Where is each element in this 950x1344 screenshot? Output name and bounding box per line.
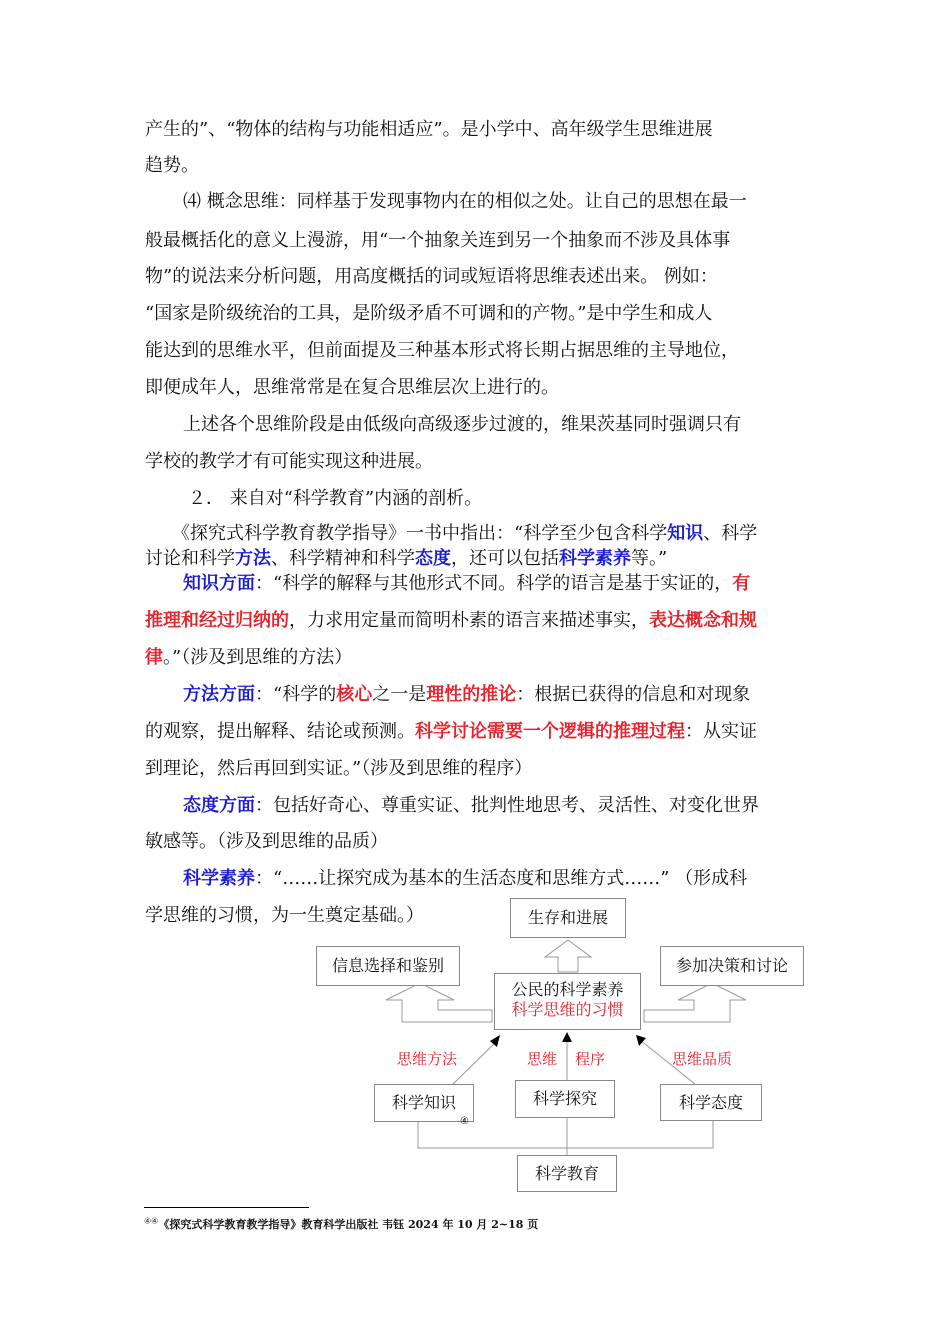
diagram-box-science-education: 科学教育: [517, 1155, 617, 1192]
p7-red: 科学讨论需要一个逻辑的推理过程: [415, 721, 685, 742]
highlight-literacy: 科学素养: [559, 548, 631, 569]
highlight-method: 方法: [235, 548, 271, 569]
label-procedure: 程序: [575, 1050, 606, 1068]
label-thinking: 思维: [527, 1050, 558, 1068]
arrow-right-head: [636, 1035, 646, 1046]
p5-seg: ，还可以包括: [451, 548, 559, 569]
diagram-box-knowledge: 科学知识: [374, 1084, 474, 1122]
p7-seg: ：从实证: [685, 721, 757, 742]
p3-line1: 上述各个思维阶段是由低级向高级逐步过渡的，维果茨基同时强调只有: [183, 414, 741, 435]
p6-red: 律: [145, 647, 163, 668]
label-thinking-method: 思维方法: [397, 1050, 458, 1068]
diagram-box-inquiry: 科学探究: [515, 1080, 615, 1118]
p8-seg: ：包括好奇心、尊重实证、批判性地思考、灵活性、对变化世界: [255, 795, 759, 816]
p7-seg: ：“科学的: [255, 684, 337, 705]
diagram-box-attitude: 科学态度: [660, 1084, 762, 1121]
p7-red: 理性的推论: [426, 684, 517, 705]
p2-line3: 物”的说法来分析问题，用高度概括的词或短语将思维表述出来。 例如：: [145, 266, 718, 287]
p2-line1: ⑷ 概念思维：同样基于发现事物内在的相似之处。让自己的思想在最一: [183, 191, 747, 212]
diagram-box-center: [494, 973, 641, 1030]
knowledge-heading: 知识方面: [183, 573, 255, 594]
p8-line2: 敏感等。（涉及到思维的品质）: [145, 831, 388, 852]
p2-line6: 即便成年人，思维常常是在复合思维层次上进行的。: [145, 377, 559, 398]
footnote: [144, 1216, 538, 1232]
hollow-arrow-left: [386, 983, 492, 1022]
p9-line2: 学思维的习惯，为一生奠定基础。）: [145, 905, 424, 926]
p3-line2: 学校的教学才有可能实现这种进展。: [145, 451, 433, 472]
p9-seg: ：“……让探究成为基本的生活态度和思维方式……” （形成科: [255, 868, 748, 889]
p7-seg: ：根据已获得的信息和对现象: [516, 684, 751, 705]
p6-red: 推理和经过归纳的: [145, 610, 289, 631]
diagram-box-decision: 参加决策和讨论: [660, 946, 804, 986]
p2-line5: 能达到的思维水平，但前面提及三种基本形式将长期占据思维的主导地位，: [145, 340, 739, 361]
p5-seg: 《探究式科学教育教学指导》一书中指出：“科学至少包含科学: [172, 523, 668, 544]
p1-line1: 产生的”、“物体的结构与功能相适应”。是小学中、高年级学生思维进展: [145, 119, 713, 140]
p6-red: 有: [732, 573, 751, 594]
p2-line4: “国家是阶级统治的工具，是阶级矛盾不可调和的产物。”是中学生和成人: [145, 303, 713, 324]
highlight-attitude: 态度: [415, 548, 451, 569]
attitude-heading: 态度方面: [183, 795, 255, 816]
p4-line1: ２． 来自对“科学教育”内涵的剖析。: [188, 488, 483, 509]
method-heading: 方法方面: [183, 684, 255, 705]
footnote-mark: ④④: [144, 1216, 159, 1226]
p6-seg: 。”（涉及到思维的方法）: [163, 647, 353, 668]
p5-seg: 等。”: [631, 548, 668, 569]
footnote-rule: [144, 1207, 309, 1208]
p7-red: 核心: [336, 684, 373, 705]
label-thinking-quality: 思维品质: [672, 1050, 733, 1068]
p1-line2: 趋势。: [145, 155, 199, 176]
arrow-mid-head: [562, 1032, 572, 1042]
diagram-box-info-selection: 信息选择和鉴别: [316, 946, 460, 986]
center-line2: 科学思维的习惯: [511, 1000, 624, 1019]
p5-seg: 讨论和科学: [145, 548, 235, 569]
p7-seg: 的观察，提出解释、结论或预测。: [145, 721, 415, 742]
arrow-left-head: [490, 1035, 500, 1047]
hollow-arrow-up: [545, 940, 591, 972]
p2-line2: 般最概括化的意义上漫游，用“一个抽象关连到另一个抽象而不涉及具体事: [145, 230, 731, 251]
center-line1: 公民的科学素养: [511, 980, 624, 999]
p6-red: 表达概念和规: [649, 610, 757, 631]
diagram-mark: ④: [460, 1116, 469, 1127]
diagram-box-survival: 生存和进展: [510, 898, 626, 938]
p6-seg: ，力求用定量而简明朴素的语言来描述事实，: [289, 610, 649, 631]
footnote-text: 《探究式科学教育教学指导》教育科学出版社 韦钰 2024 年 10 月 2~18 页: [158, 1218, 539, 1231]
hollow-arrow-right: [644, 983, 746, 1022]
p7-seg: 之一是: [372, 684, 427, 705]
highlight-knowledge: 知识: [667, 523, 704, 544]
p6-seg: ：“科学的解释与其他形式不同。科学的语言是基于实证的，: [255, 573, 733, 594]
p5-seg: 、科学精神和科学: [271, 548, 415, 569]
p5-seg: 、科学: [703, 523, 758, 544]
arrow-left-line: [453, 1040, 498, 1084]
p7-line3: 到理论，然后再回到实证。”（涉及到思维的程序）: [145, 758, 533, 779]
literacy-heading: 科学素养: [183, 868, 255, 889]
